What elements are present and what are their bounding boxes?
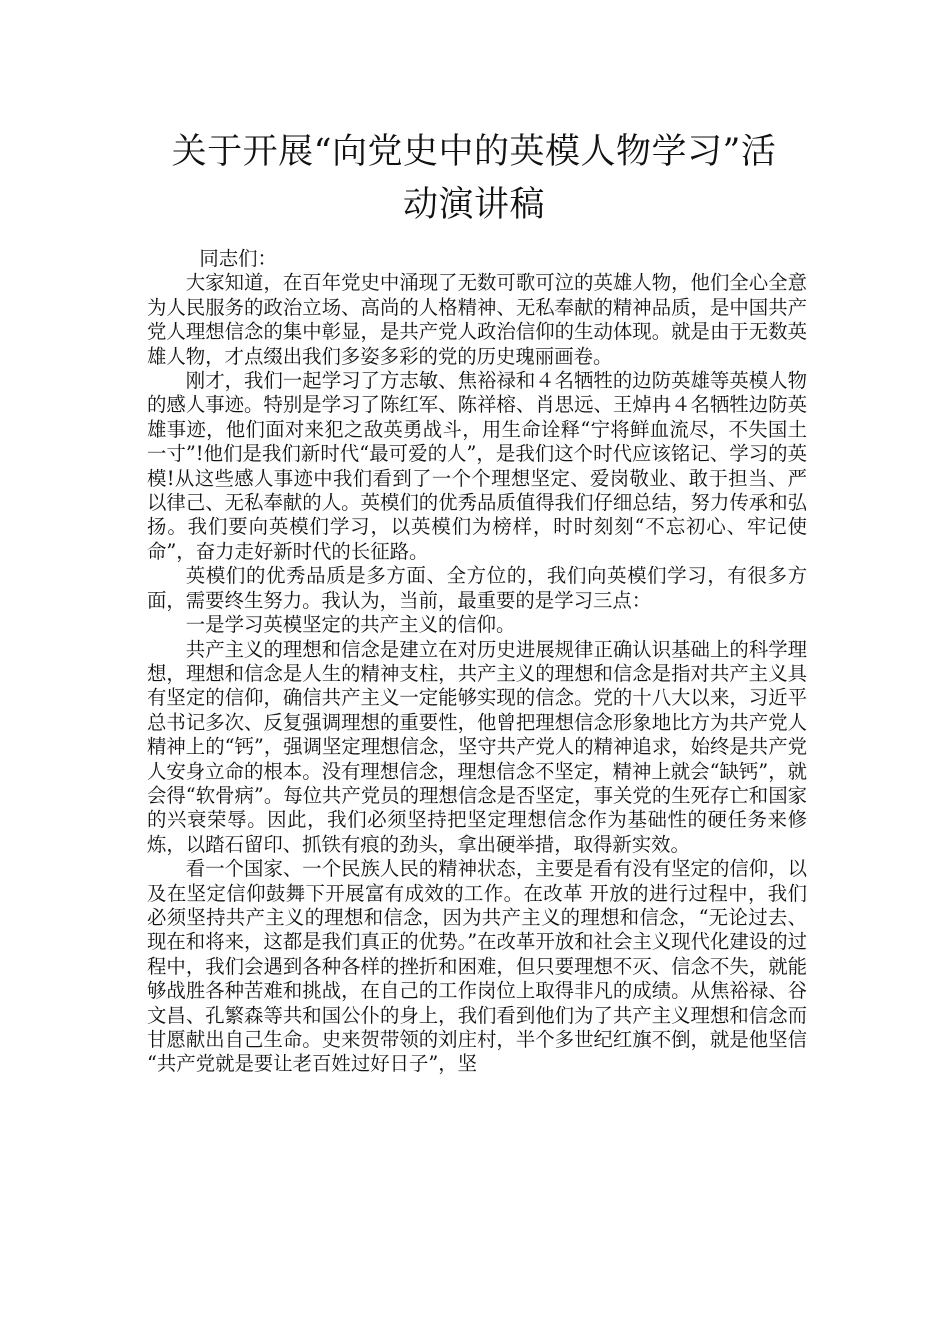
salutation: 同志们： <box>199 247 277 270</box>
paragraph-three-points: 英模们的优秀品质是多方面、全方位的，我们向英模们学习，有很多方面，需要终生努力。我认为，当前，最重要的是学习三点： <box>147 564 807 612</box>
paragraph-intro: 大家知道，在百年党史中涌现了无数可歌可泣的英雄人物，他们全心全意为人民服务的政治立场、高尚的人格精神、无私奉献的精神品质，是中国共产党人理想信念的集中彰显，是共产党人政治信仰的生动体现。就是由于无数英雄人物，才点缀出我们多姿多彩的党的历史瑰丽画卷。 <box>147 271 807 368</box>
paragraph-communist-ideals: 共产主义的理想和信念是建立在对历史进展规律正确认识基础上的科学理想，理想和信念是人生的精神支柱，共产主义的理想和信念是指对共产主义具有坚定的信仰，确信共产主义一定能够实现的信念。党的十八大以来，习近平总书记多次、反复强调理想的重要性，他曾把理想信念形象地比方为共产党人精神上的“钙”，强调坚定理想信念，坚守共产党人的精神追求，始终是共产党人安身立命的根本。没有理想信念，理想信念不坚定，精神上就会“缺钙”，就会得“软骨病”。每位共产党员的理想信念是否坚定，事关党的生死存亡和国家的兴衰荣辱。因此，我们必须坚持把坚定理想信念作为基础性的硬任务来修炼，以踏石留印、抓铁有痕的劲头，拿出硬举措，取得新实效。 <box>147 637 807 856</box>
paragraph-national-spirit: 看一个国家、一个民族人民的精神状态，主要是看有没有坚定的信仰，以及在坚定信仰鼓舞下开展富有成效的工作。在改革 开放的进行过程中，我们必须坚持共产主义的理想和信念，因为共产主义的理想和信念，“无论过去、现在和将来，这都是我们真正的优势。”在改革开放和社会主义现代化建设的过程中，我们会遇到各种各样的挫折和困难，但只要理想不灭、信念不失，就能够战胜各种苦难和挑战，在自己的工作岗位上取得非凡的成绩。从焦裕禄、谷文昌、孔繁森等共和国公仆的身上，我们看到他们为了共产主义理想和信念而甘愿献出自己生命。史来贺带领的刘庄村，半个多世纪红旗不倒，就是他坚信 “共产党就是要让老百姓过好日子”，坚 <box>147 857 807 1076</box>
paragraph-heroes: 刚才，我们一起学习了方志敏、焦裕禄和４名牺牲的边防英雄等英模人物的感人事迹。特别是学习了陈红军、陈祥榕、肖思远、王焯冉４名牺牲边防英雄事迹，他们面对来犯之敌英勇战斗，用生命诠释“宁将鲜血流尽，不失国土一寸”!他们是我们新时代“最可爱的人”，是我们这个时代应该铭记、学习的英模!从这些感人事迹中我们看到了一个个理想坚定、爱岗敬业、敢于担当、严以律己、无私奉献的人。英模们的优秀品质值得我们仔细总结，努力传承和弘扬。我们要向英模们学习，以英模们为榜样，时时刻刻“不忘初心、牢记使命”，奋力走好新时代的长征路。 <box>147 369 807 563</box>
section-heading-1: 一是学习英模坚定的共产主义的信仰。 <box>185 613 516 637</box>
document-title <box>140 126 808 232</box>
title-line-2: 动演讲稿 <box>402 185 545 225</box>
speech-body <box>147 247 807 1077</box>
title-line-1: 关于开展“向党史中的英模人物学习”活 <box>171 132 777 172</box>
